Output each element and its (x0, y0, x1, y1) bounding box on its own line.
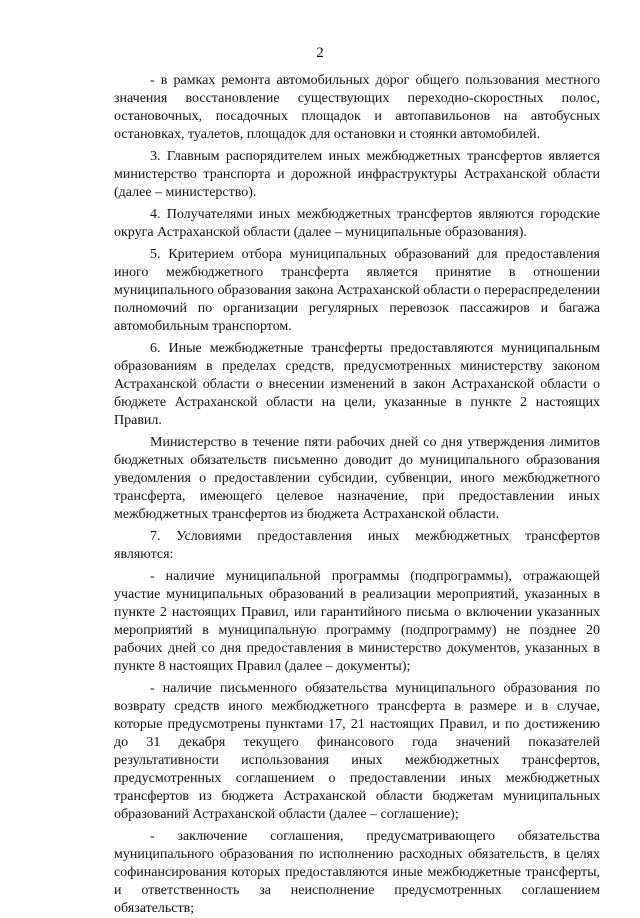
paragraph-6-provision: 6. Иные межбюджетные трансферты предоставляются муниципальным образованиям в пределах средств, предусмотренных министерству законом Астраханской области о внесении изменений в закон Астраханской области о бюджете Астраханской области на цели, указанные в пункте 2 настоящих Правил. (114, 341, 600, 428)
paragraph-ministry-notification: Министерство в течение пяти рабочих дней со дня утверждения лимитов бюджетных обязательств письменно доводит до муниципального образования уведомления о предоставлении субсидии, субвенции, иного межбюджетного трансферта, имеющего целевое назначение, при предоставлении иных межбюджетных трансфертов из бюджета Астраханской области. (114, 435, 600, 522)
paragraph-4-recipients: 4. Получателями иных межбюджетных трансфертов являются городские округа Астраханской области (далее – муниципальные образования). (114, 207, 600, 240)
paragraph-7-conditions: 7. Условиями предоставления иных межбюджетных трансфертов являются: (114, 529, 600, 562)
paragraph-3-main-manager: 3. Главным распорядителем иных межбюджетных трансфертов является министерство транспорта и дорожной инфраструктуры Астраханской области (далее – министерство). (114, 149, 600, 200)
paragraph-condition-obligation: - наличие письменного обязательства муниципального образования по возврату средств иного межбюджетного трансферта в размере и в случае, которые предусмотрены пунктами 17, 21 настоящих Правил, и по достижению до 31 декабря текущего финансового года значений показателей результативности использования иных межбюджетных трансфертов, предусмотренных соглашением о предоставлении иных межбюджетных трансфертов из бюджета Астраханской области бюджетам муниципальных образований Астраханской области (далее – соглашение); (114, 681, 600, 822)
paragraph-condition-program: - наличие муниципальной программы (подпрограммы), отражающей участие муниципальных образований в реализации мероприятий, указанных в пункте 2 настоящих Правил, или гарантийного письма о включении указанных мероприятий в муниципальную программу (подпрограмму) не позднее 20 рабочих дней со дня предоставления в министерство документов, указанных в пункте 8 настоящих Правил (далее – документы); (114, 569, 600, 674)
paragraph-condition-agreement: - заключение соглашения, предусматривающего обязательства муниципального образования по исполнению расходных обязательств, в целях софинансирования которых предоставляются иные межбюджетные трансферты, и ответственность за неисполнение предусмотренных соглашением обязательств; (114, 829, 600, 916)
paragraph-5-selection-criterion: 5. Критерием отбора муниципальных образований для предоставления иного межбюджетного трансферта является принятие в отношении муниципального образования закона Астраханской области о перераспределении полномочий по организации регулярных перевозок пассажиров и багажа автомобильным транспортом. (114, 247, 600, 334)
page-number: 2 (316, 45, 324, 61)
paragraph-repair-item: - в рамках ремонта автомобильных дорог общего пользования местного значения восстановление существующих переходно-скоростных полос, остановочных, посадочных площадок и автопавильонов на автобусных остановках, туалетов, площадок для остановки и стоянки автомобилей. (114, 73, 600, 142)
